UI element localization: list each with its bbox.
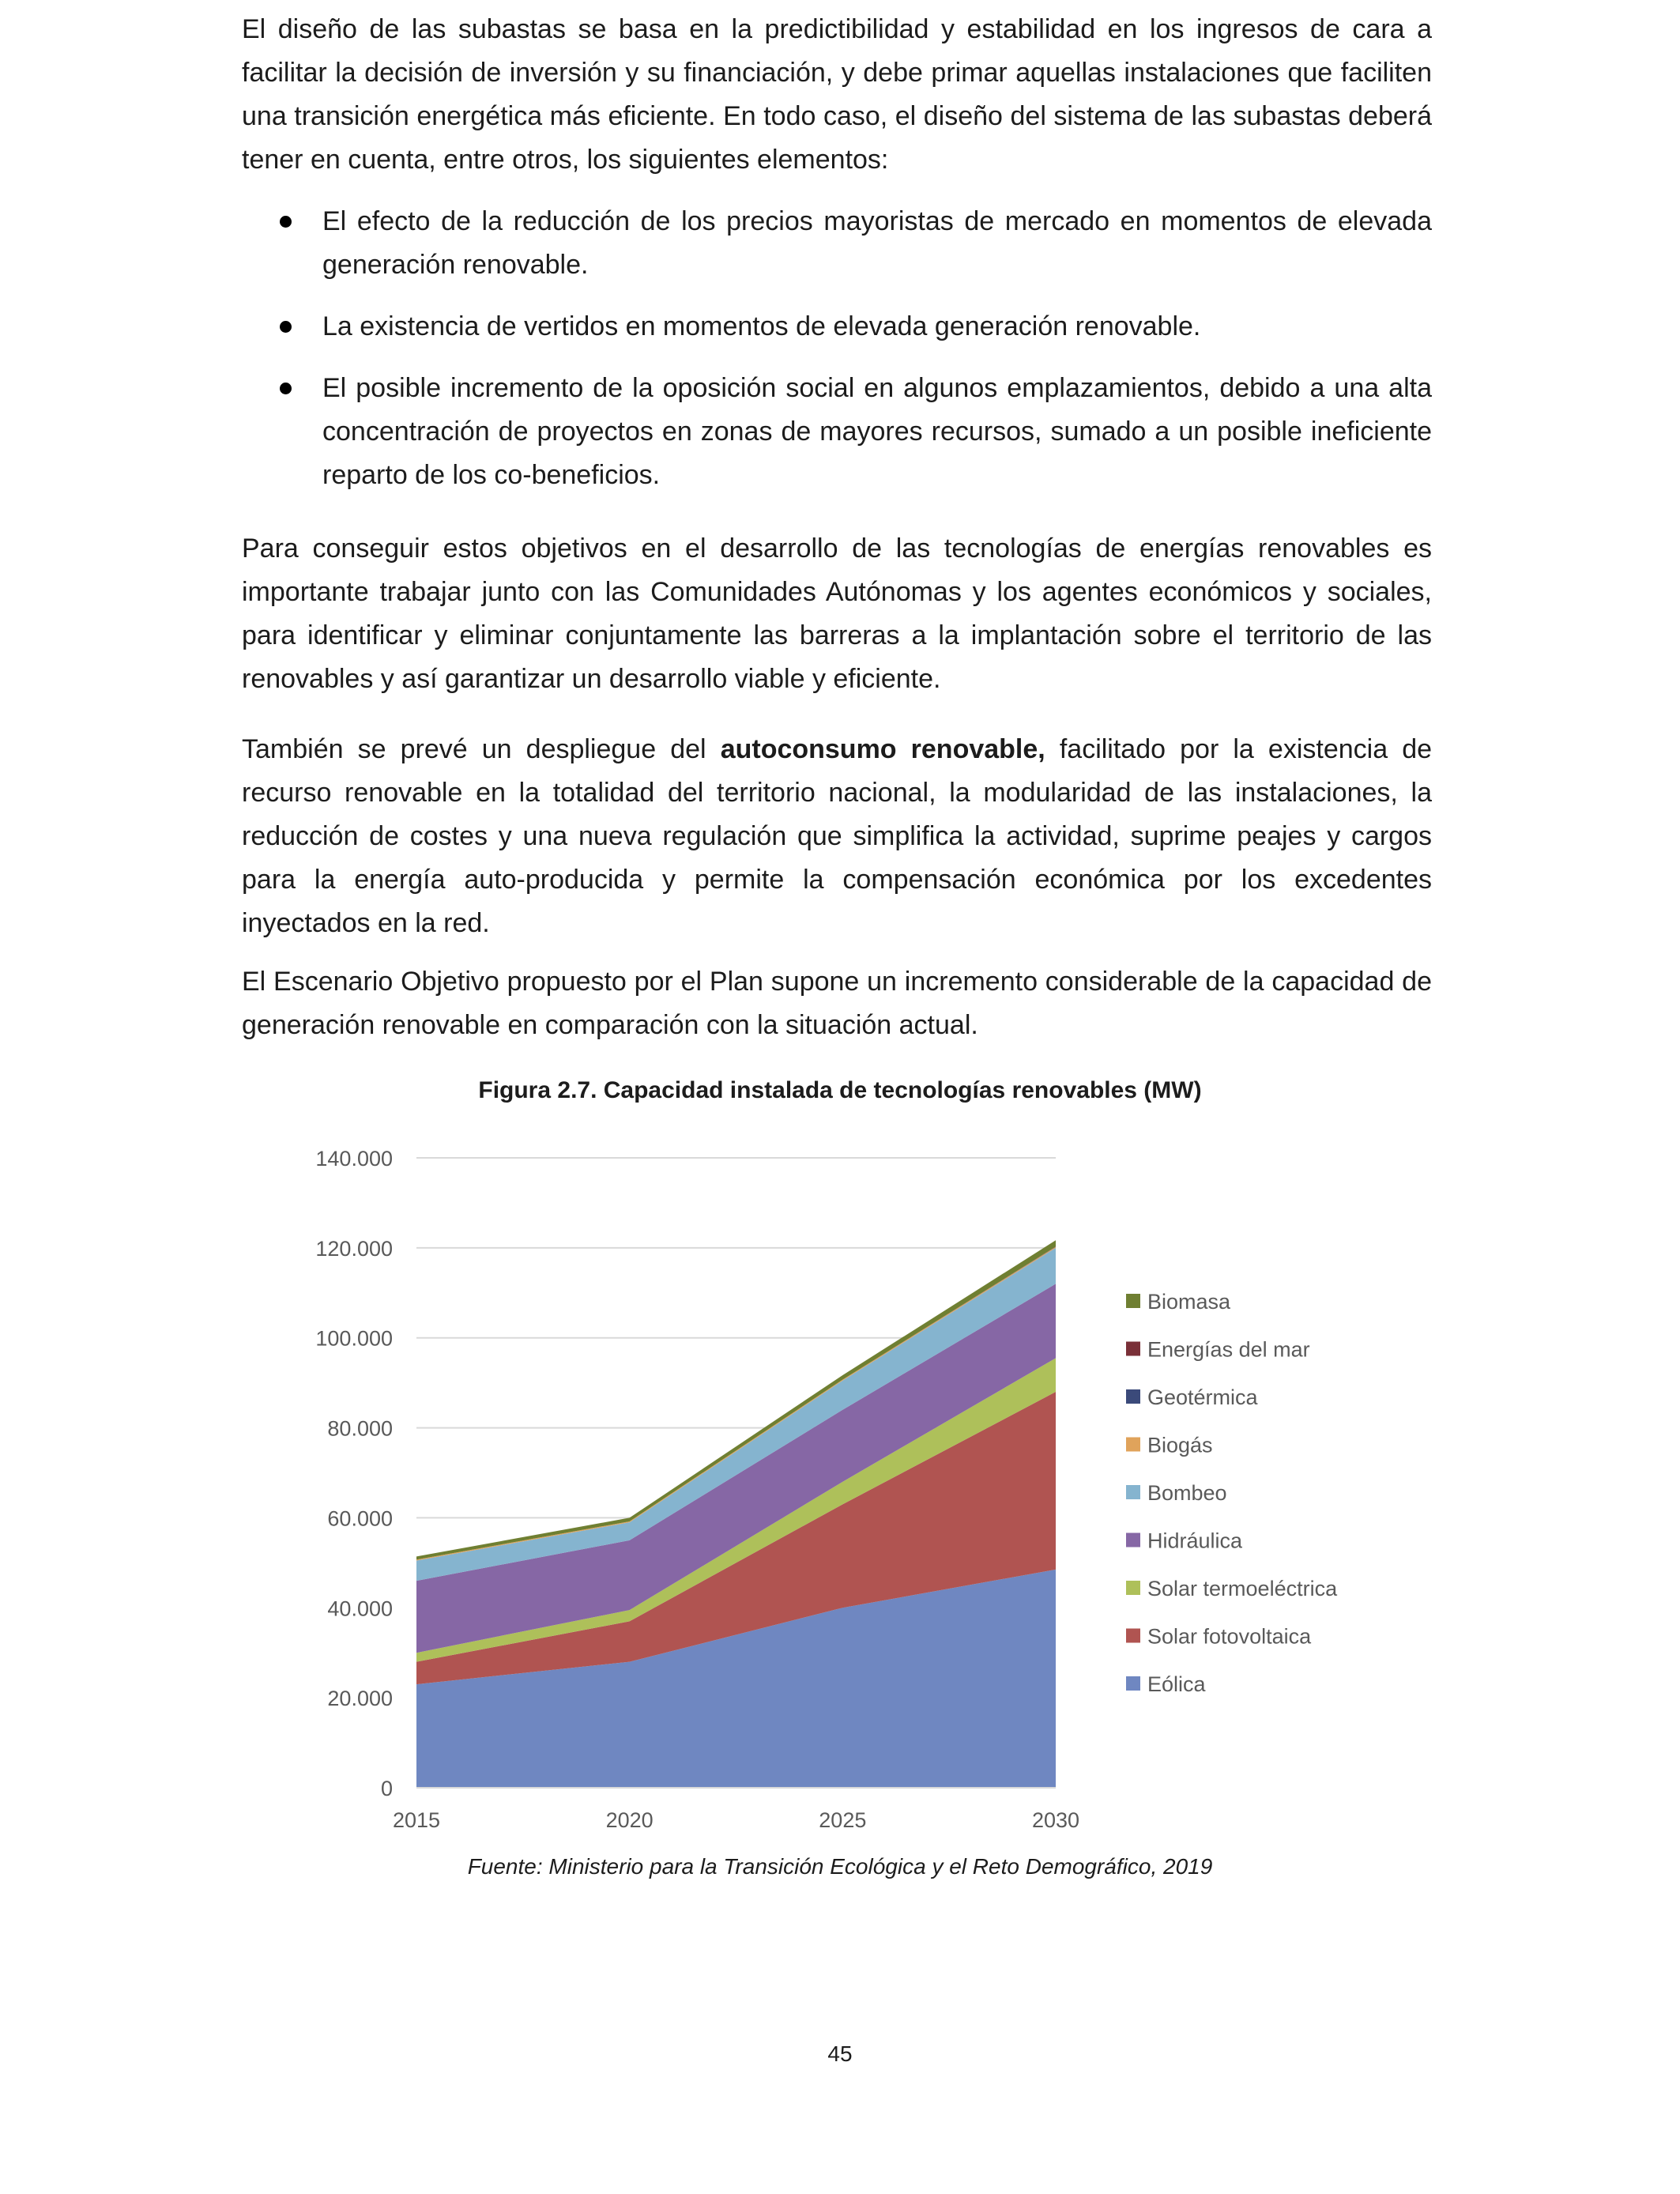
x-tick-label: 2020 xyxy=(605,1808,654,1832)
legend-label: Hidráulica xyxy=(1147,1529,1243,1553)
figure-title: Figura 2.7. Capacidad instalada de tecnologías renovables (MW) xyxy=(478,1077,1202,1103)
list-item-text: El efecto de la reducción de los precios mayoristas de mercado en momentos de elevada generación renovable. xyxy=(322,206,1432,280)
paragraph-text: Para conseguir estos objetivos en el desarrollo de las tecnologías de energías renovables es importante trabajar junto con las Comunidades Autónomas y los agentes económicos y sociales, para identificar y eliminar conjuntamente las barreras a la implantación sobre el territorio de las renovables y así garantizar un desarrollo viable y eficiente. xyxy=(242,533,1432,694)
text-run: facilitado por la existencia de recurso renovable en la totalidad del territorio nacional, la modularidad de las instalaciones, la reducción de costes y una nueva regulación que simplifica la actividad, suprime peajes y cargos para la energía auto-producida y permite la compensación económica por los excedentes inyectados en la red. xyxy=(242,734,1433,938)
legend-swatch xyxy=(1126,1389,1140,1404)
area-layer xyxy=(416,1240,1056,1788)
list-item-text: La existencia de vertidos en momentos de elevada generación renovable. xyxy=(322,311,1201,341)
page-number: 45 xyxy=(827,2041,853,2066)
y-tick-label: 20.000 xyxy=(327,1687,393,1711)
legend-swatch xyxy=(1126,1676,1140,1691)
text-run: También se prevé un despliegue del xyxy=(242,734,721,764)
legend-swatch xyxy=(1126,1438,1140,1452)
y-tick-label: 80.000 xyxy=(327,1416,393,1441)
y-tick-label: 0 xyxy=(380,1777,393,1800)
x-tick-label: 2015 xyxy=(392,1808,441,1832)
y-tick-label: 40.000 xyxy=(327,1596,393,1621)
legend-label: Eólica xyxy=(1147,1672,1206,1696)
figure-source: Fuente: Ministerio para la Transición Ecológica y el Reto Demográfico, 2019 xyxy=(467,1854,1213,1879)
legend-swatch xyxy=(1126,1629,1140,1643)
legend-label: Biomasa xyxy=(1147,1290,1231,1314)
paragraph-text: El Escenario Objetivo propuesto por el Plan supone un incremento considerable de la capacidad de generación renovable en comparación con la situación actual. xyxy=(242,967,1432,1040)
legend-swatch xyxy=(1126,1485,1140,1499)
y-tick-label: 140.000 xyxy=(315,1147,393,1171)
legend-label: Biogás xyxy=(1147,1433,1213,1457)
legend-label: Bombeo xyxy=(1147,1481,1227,1505)
list-item-text: El posible incremento de la oposición social en algunos emplazamientos, debido a una alta concentración de proyectos en zonas de mayores recursos, sumado a un posible ineficiente reparto de los co-beneficios. xyxy=(322,373,1432,490)
legend-label: Energías del mar xyxy=(1147,1337,1310,1362)
x-tick-label: 2025 xyxy=(819,1808,867,1832)
legend-swatch xyxy=(1126,1342,1140,1356)
intro-text: El diseño de las subastas se basa en la predictibilidad y estabilidad en los ingresos de cara a facilitar la decisión de inversión y su financiación, y debe primar aquellas instalaciones que faciliten una transición energética más eficiente. En todo caso, el diseño del sistema de las subastas deberá tener en cuenta, entre otros, los siguientes elementos: xyxy=(242,14,1432,175)
bold-term: autoconsumo renovable, xyxy=(720,734,1045,764)
legend-label: Geotérmica xyxy=(1147,1385,1258,1409)
legend-label: Solar termoeléctrica xyxy=(1147,1577,1338,1600)
x-tick-label: 2030 xyxy=(1031,1808,1080,1832)
y-tick-label: 120.000 xyxy=(315,1236,393,1261)
legend-swatch xyxy=(1126,1533,1140,1547)
legend-swatch xyxy=(1126,1294,1140,1308)
legend-label: Solar fotovoltaica xyxy=(1147,1624,1312,1649)
y-tick-label: 60.000 xyxy=(327,1506,393,1531)
y-tick-label: 100.000 xyxy=(315,1326,393,1351)
legend-swatch xyxy=(1126,1581,1140,1595)
legend xyxy=(1126,1290,1338,1696)
